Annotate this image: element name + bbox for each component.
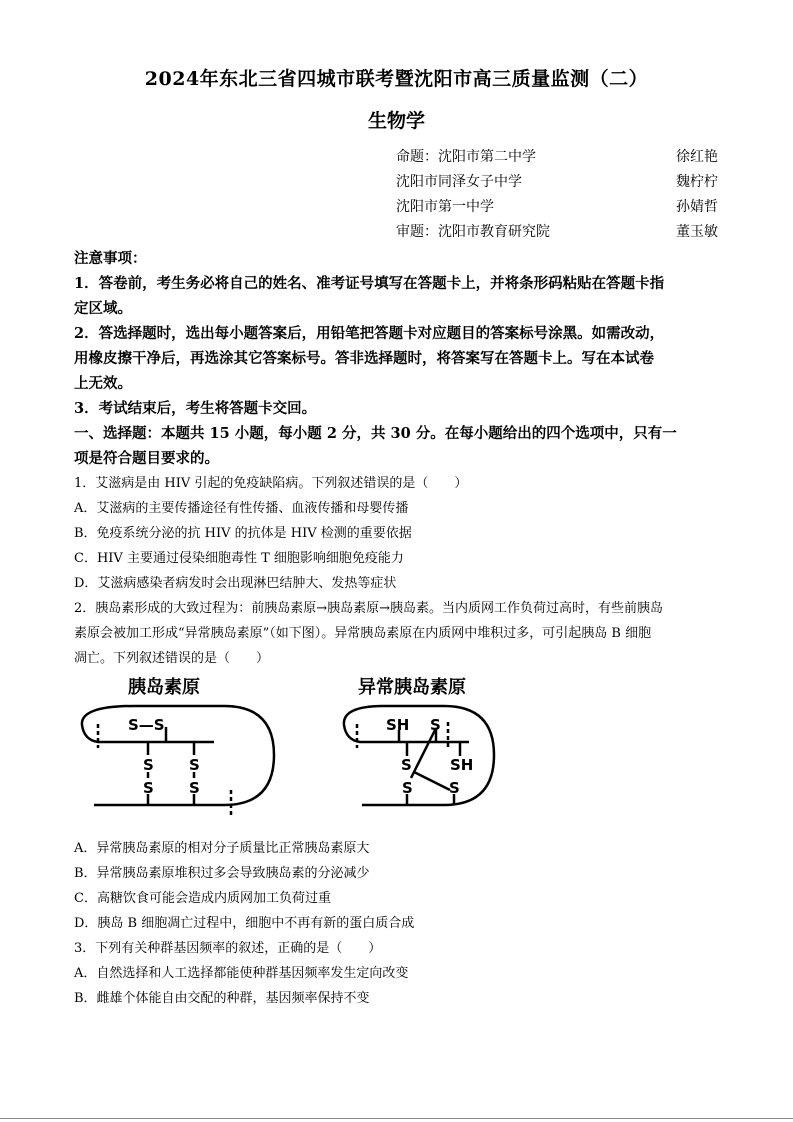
author-line-4: 审题：沈阳市教育研究院 [396, 224, 550, 240]
normal-proinsulin-diagram [82, 706, 274, 816]
notice-item-1: 1．答卷前，考生务必将自己的姓名、准考证号填写在答题卡上，并将条形码粘贴在答题卡指 [74, 275, 665, 292]
author-line-3: 沈阳市第一中学 [396, 199, 494, 215]
left-chain-loop [94, 706, 274, 805]
diagram-left-title: 胰岛素原 [128, 677, 200, 698]
question-2-stem-2: 素原会被加工形成“异常胰岛素原”（如下图）。异常胰岛素原在内质网中堆积过多，可引起胰岛 B 细胞 [74, 626, 652, 641]
right-cross-bond-1 [411, 728, 436, 778]
question-1-option-c: C．HIV 主要通过侵染细胞毒性 T 细胞影响细胞免疫能力 [74, 551, 404, 566]
section-heading: 一、选择题：本题共 15 小题，每小题 2 分，共 30 分。在每小题给出的四个选项中，只有一 [74, 425, 677, 442]
left-s-label-1: S [143, 756, 154, 774]
exam-title: 2024年东北三省四城市联考暨沈阳市高三质量监测（二） [144, 68, 649, 90]
question-2-stem-1: 2．胰岛素形成的大致过程为：前胰岛素原→胰岛素原→胰岛素。当内质网工作负荷过高时，有些前胰岛 [74, 601, 664, 616]
notice-item-2-cont: 用橡皮擦干净后，再选涂其它答案标号。答非选择题时，将答案写在答题卡上。写在本试卷 [74, 350, 654, 367]
question-2-stem-3: 凋亡。下列叙述错误的是（ ） [74, 651, 270, 666]
right-chain-loop [362, 706, 494, 805]
insulin-diagram [74, 700, 514, 830]
question-1-stem: 1．艾滋病是由 HIV 引起的免疫缺陷病。下列叙述错误的是（ ） [74, 476, 468, 491]
right-sh-label-top: SH [386, 716, 410, 734]
left-s-label-3: S [189, 756, 200, 774]
subject-title: 生物学 [367, 110, 425, 132]
left-s-label-2: S [143, 779, 154, 797]
notice-item-1-cont: 定区域。 [74, 300, 132, 317]
notice-heading: 注意事项： [74, 250, 147, 267]
notice-item-3: 3．考试结束后，考生将答题卡交回。 [74, 400, 317, 417]
question-2-option-a: A．异常胰岛素原的相对分子质量比正常胰岛素原大 [74, 841, 370, 856]
section-heading-cont: 项是符合题目要求的。 [74, 450, 219, 467]
author-name-3: 孙婧哲 [676, 199, 718, 215]
notice-item-2: 2．答选择题时，选出每小题答案后，用铅笔把答题卡对应题目的答案标号涂黑。如需改动， [74, 325, 665, 342]
question-1-option-b: B．免疫系统分泌的抗 HIV 的抗体是 HIV 检测的重要依据 [74, 526, 412, 541]
diagram-right-title: 异常胰岛素原 [358, 677, 466, 698]
question-2-option-d: D．胰岛 B 细胞凋亡过程中，细胞中不再有新的蛋白质合成 [74, 916, 415, 931]
author-name-2: 魏柠柠 [676, 174, 718, 190]
notice-item-2-cont2: 上无效。 [74, 375, 132, 392]
question-2-option-b: B．异常胰岛素原堆积过多会导致胰岛素的分泌减少 [74, 866, 370, 881]
right-sh-label-mid: SH [450, 756, 474, 774]
left-s-label-4: S [189, 779, 200, 797]
question-3-stem: 3．下列有关种群基因频率的叙述，正确的是（ ） [74, 941, 382, 956]
right-s-label-top: S [430, 716, 441, 734]
author-line-2: 沈阳市同泽女子中学 [396, 174, 522, 190]
author-name-1: 徐红艳 [676, 149, 718, 165]
question-3-option-b: B．雌雄个体能自由交配的种群，基因频率保持不变 [74, 991, 370, 1006]
question-1-option-a: A．艾滋病的主要传播途径有性传播、血液传播和母婴传播 [74, 501, 409, 516]
question-2-option-c: C．高糖饮食可能会造成内质网加工负荷过重 [74, 891, 331, 906]
right-s-label-low-2: S [449, 779, 460, 797]
author-name-4: 董玉敏 [676, 224, 718, 240]
question-3-option-a: A．自然选择和人工选择都能使种群基因频率发生定向改变 [74, 966, 409, 981]
left-disulfide-top-label: S—S [128, 716, 165, 734]
author-line-1: 命题：沈阳市第二中学 [396, 149, 536, 165]
right-cross-bond-2 [414, 772, 450, 790]
right-s-label-mid: S [401, 756, 412, 774]
right-s-label-low-1: S [402, 779, 413, 797]
page-bottom-divider [0, 1118, 793, 1119]
question-1-option-d: D．艾滋病感染者病发时会出现淋巴结肿大、发热等症状 [74, 576, 397, 591]
